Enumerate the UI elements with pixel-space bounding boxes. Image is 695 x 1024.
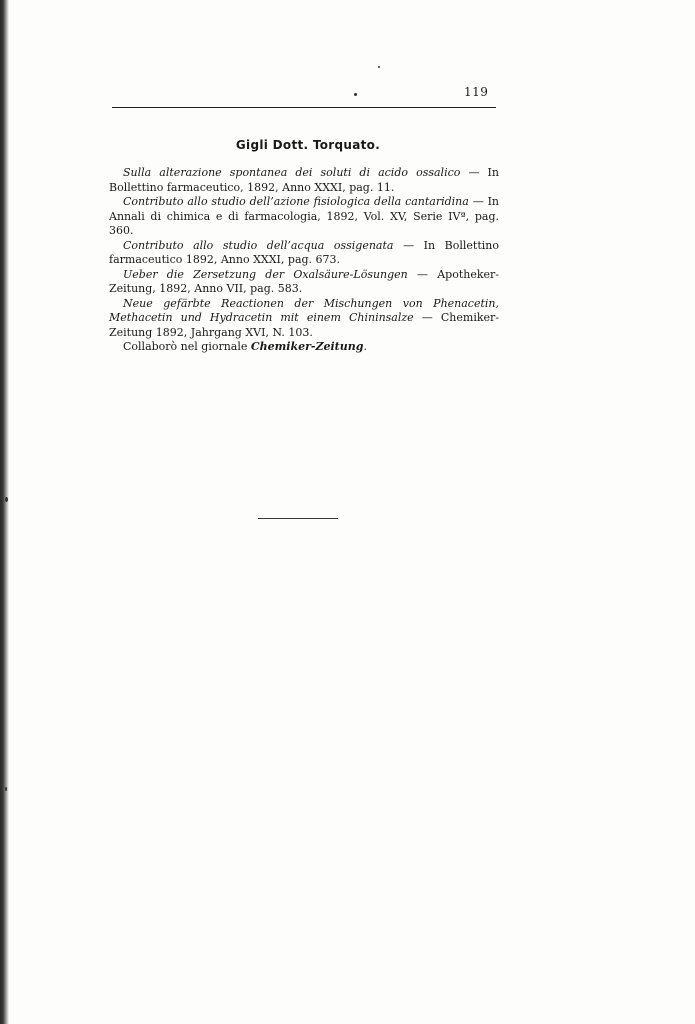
publication-details: — Chemiker-Zeitung 1892, Jahrgang XVI, N. 103.	[109, 311, 499, 339]
publication-title: Contributo allo studio dell’azione fisiologica della cantaridina	[123, 195, 469, 208]
publication-details: — Apotheker-Zeitung, 1892, Anno VII, pag. 583.	[109, 267, 499, 295]
publication-entry	[109, 166, 499, 195]
header-rule	[112, 107, 496, 108]
publication-title: Ueber die Zersetzung der Oxalsäure-Lösungen	[123, 267, 408, 281]
publication-details: — In Bollettino farmaceutico, 1892, Anno XXXI, pag. 11.	[109, 166, 499, 194]
ink-speck	[5, 497, 8, 502]
collaboration-prefix: Collaborò nel giornale	[123, 340, 251, 353]
publication-entry	[109, 239, 499, 268]
publication-entry	[109, 195, 499, 239]
publication-entry	[109, 268, 499, 297]
page-number: 119	[464, 85, 489, 99]
collaboration-journal: Chemiker-Zeitung	[250, 340, 364, 353]
publication-details: — In Bollettino farmaceutico 1892, Anno XXXI, pag. 673.	[109, 238, 499, 266]
ink-speck	[378, 66, 380, 68]
collaboration-suffix: .	[363, 340, 367, 353]
publication-entry	[109, 297, 499, 341]
publication-title: Sulla alterazione spontanea dei soluti di acido ossalico	[123, 166, 461, 179]
section-end-rule	[258, 518, 338, 519]
scan-edge-shadow	[0, 0, 9, 1024]
collaboration-note	[109, 340, 499, 355]
publication-title: Neue gefärbte Reactionen der Mischungen von Phenacetin, Methacetin und Hydracetin mit einem Chininsalze	[109, 296, 499, 324]
ink-speck	[5, 787, 7, 791]
publication-list	[109, 166, 499, 355]
author-heading: Gigli Dott. Torquato.	[235, 138, 381, 152]
ink-speck	[354, 93, 357, 96]
publication-title: Contributo allo studio dell’acqua ossigenata	[123, 238, 394, 252]
publication-details: — In Annali di chimica e di farmacologia, 1892, Vol. XV, Serie IVª, pag. 360.	[109, 195, 499, 237]
